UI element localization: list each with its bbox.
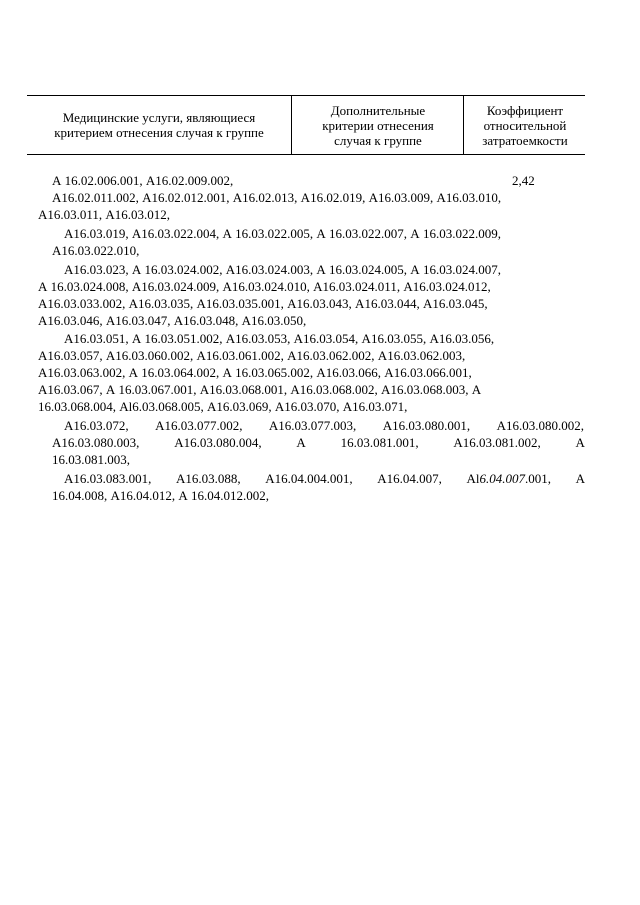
header-coefficient-line: Коэффициент — [486, 102, 564, 118]
coefficient-value: 2,42 — [512, 173, 535, 188]
service-codes-line: А16.03.019, А16.03.022.004, А 16.03.022.005, А 16.03.022.007, А 16.03.022.009, — [64, 226, 501, 241]
service-codes-line-justified — [64, 418, 584, 433]
header-services-line: критерием отнесения случая к группе — [54, 125, 264, 140]
header-criteria-line: случая к группе — [334, 132, 422, 148]
service-codes-line: А16.03.022.010, — [52, 243, 140, 258]
service-codes-line: 16.03.081.003, — [52, 452, 130, 467]
service-code-mixed: Аl6.04.007.001, — [466, 471, 551, 486]
service-code: А16.04.007, — [377, 471, 442, 486]
service-codes-line: А16.03.057, А16.03.060.002, А16.03.061.002, А16.03.062.002, А16.03.062.003, — [38, 348, 466, 363]
service-code: А16.03.077.002, — [155, 418, 243, 433]
service-code: А16.03.072, — [64, 418, 129, 433]
italic-fragment: 6.04.007 — [479, 471, 525, 486]
service-codes-line: А16.03.023, А 16.03.024.002, А16.03.024.003, А 16.03.024.005, А 16.03.024.007, — [64, 262, 501, 277]
service-code: А — [296, 435, 306, 450]
header-criteria-line: Дополнительные — [330, 102, 426, 118]
service-code: А — [575, 471, 585, 486]
service-codes-line-justified — [64, 471, 585, 486]
service-code: А16.03.080.004, — [174, 435, 262, 450]
service-codes-line: 16.04.008, А16.04.012, А 16.04.012.002, — [52, 488, 270, 503]
header-services-line: Медицинские услуги, являющиеся — [62, 110, 256, 125]
header-coefficient-line: затратоемкости — [482, 132, 568, 148]
service-codes-line: А16.03.051, А 16.03.051.002, А16.03.053, А16.03.054, А16.03.055, А16.03.056, — [64, 331, 495, 346]
service-code: А16.03.081.002, — [453, 435, 541, 450]
service-code: А16.03.077.003, — [268, 418, 357, 433]
service-code: А16.04.004.001, — [265, 471, 353, 486]
service-code: 16.03.081.001, — [340, 435, 419, 450]
service-code: А16.03.080.002, — [496, 418, 584, 433]
service-codes-line: А16.02.011.002, А16.02.012.001, А16.02.013, А16.02.019, А16.03.009, А16.03.010, — [52, 190, 502, 205]
service-codes-line: 16.03.068.004, Аl6.03.068.005, А16.03.069, А16.03.070, А16.03.071, — [38, 399, 408, 414]
service-codes-line: А16.03.011, А16.03.012, — [38, 207, 171, 222]
service-codes-line: А16.03.046, А16.03.047, А16.03.048, А16.03.050, — [38, 313, 307, 328]
service-code: А16.03.080.001, — [382, 418, 471, 433]
service-codes-line: А16.03.067, А 16.03.067.001, А16.03.068.001, А16.03.068.002, А16.03.068.003, А — [38, 382, 482, 397]
header-coefficient-line: относительной — [483, 117, 567, 133]
service-code: А16.03.083.001, — [64, 471, 152, 486]
header-criteria-line: критерии отнесения — [322, 117, 434, 133]
service-code: А16.03.088, — [176, 471, 241, 486]
service-codes-line: А 16.03.024.008, А16.03.024.009, А16.03.024.010, А16.03.024.011, А16.03.024.012, — [38, 279, 491, 294]
service-codes-line: А16.03.033.002, А16.03.035, А16.03.035.001, А16.03.043, А16.03.044, А16.03.045, — [38, 296, 488, 311]
service-codes-line: А 16.02.006.001, А16.02.009.002, — [52, 173, 234, 188]
service-code: А16.03.080.003, — [52, 435, 140, 450]
service-codes-line: А16.03.063.002, А 16.03.064.002, А 16.03.065.002, А16.03.066, А16.03.066.001, — [38, 365, 472, 380]
service-code: А — [575, 435, 585, 450]
service-codes-line-justified — [52, 435, 585, 450]
